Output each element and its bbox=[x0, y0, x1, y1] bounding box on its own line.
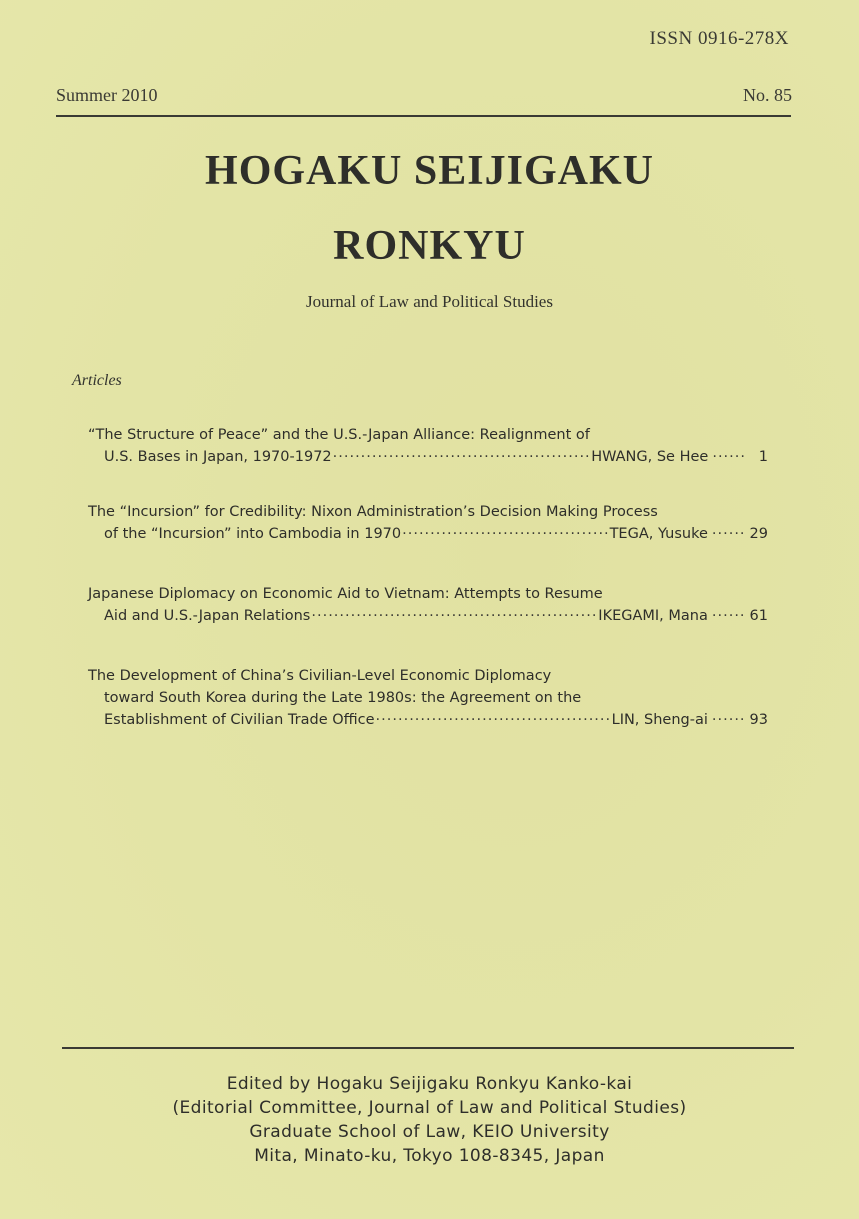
article-title-line: The Development of China’s Civilian-Level Economic Diplomacy bbox=[88, 668, 552, 684]
article-toc-line bbox=[88, 605, 768, 627]
article-title-line: The “Incursion” for Credibility: Nixon Administration’s Decision Making Process bbox=[88, 504, 658, 520]
issn-number: ISSN 0916-278X bbox=[649, 28, 789, 49]
article-title-line: Aid and U.S.-Japan Relations bbox=[104, 608, 311, 624]
bottom-divider bbox=[62, 1047, 794, 1049]
article-title-line: “The Structure of Peace” and the U.S.-Japan Alliance: Realignment of bbox=[88, 427, 590, 443]
journal-subtitle: Journal of Law and Political Studies bbox=[306, 292, 553, 311]
editorial-info bbox=[0, 1072, 859, 1168]
journal-title-line-1: HOGAKU SEIJIGAKU bbox=[205, 148, 654, 194]
dot-leader: ······ bbox=[711, 608, 746, 624]
issue-season: Summer 2010 bbox=[56, 85, 158, 105]
article-page-number: 1 bbox=[758, 449, 768, 465]
article-toc-line bbox=[88, 709, 768, 731]
article-entry bbox=[88, 424, 768, 468]
dot-leader bbox=[376, 709, 611, 731]
editorial-line: Edited by Hogaku Seijigaku Ronkyu Kanko-kai bbox=[226, 1074, 633, 1094]
article-author: IKEGAMI, Mana bbox=[598, 608, 708, 624]
article-author: TEGA, Yusuke bbox=[609, 526, 708, 542]
top-divider bbox=[56, 115, 791, 117]
section-label-articles: Articles bbox=[72, 372, 122, 389]
article-title-line: Japanese Diplomacy on Economic Aid to Vietnam: Attempts to Resume bbox=[88, 586, 603, 602]
article-title-line: U.S. Bases in Japan, 1970-1972 bbox=[104, 449, 332, 465]
dot-leader bbox=[333, 446, 591, 468]
article-author: LIN, Sheng-ai bbox=[611, 712, 708, 728]
article-entry bbox=[88, 583, 768, 627]
article-page-number: 61 bbox=[749, 608, 768, 624]
article-author: HWANG, Se Hee bbox=[591, 449, 709, 465]
article-toc-line bbox=[88, 446, 768, 468]
editorial-line: Graduate School of Law, KEIO University bbox=[249, 1122, 610, 1142]
article-title-line: Establishment of Civilian Trade Office bbox=[104, 712, 375, 728]
article-toc-line bbox=[88, 523, 768, 545]
dot-leader bbox=[402, 523, 608, 545]
editorial-line: Mita, Minato-ku, Tokyo 108-8345, Japan bbox=[254, 1146, 605, 1166]
article-entry bbox=[88, 501, 768, 545]
issue-number: No. 85 bbox=[743, 85, 792, 105]
dot-leader: ······ bbox=[712, 449, 746, 465]
article-title-line: of the “Incursion” into Cambodia in 1970 bbox=[104, 526, 402, 542]
dot-leader: ······ bbox=[711, 712, 746, 728]
dot-leader: ······ bbox=[711, 526, 746, 542]
dot-leader bbox=[311, 605, 597, 627]
editorial-line: (Editorial Committee, Journal of Law and Political Studies) bbox=[172, 1098, 687, 1118]
journal-title-line-2: RONKYU bbox=[333, 223, 526, 269]
article-title-line: toward South Korea during the Late 1980s: the Agreement on the bbox=[104, 690, 582, 706]
article-page-number: 93 bbox=[749, 712, 768, 728]
article-entry bbox=[88, 665, 768, 731]
article-page-number: 29 bbox=[749, 526, 768, 542]
